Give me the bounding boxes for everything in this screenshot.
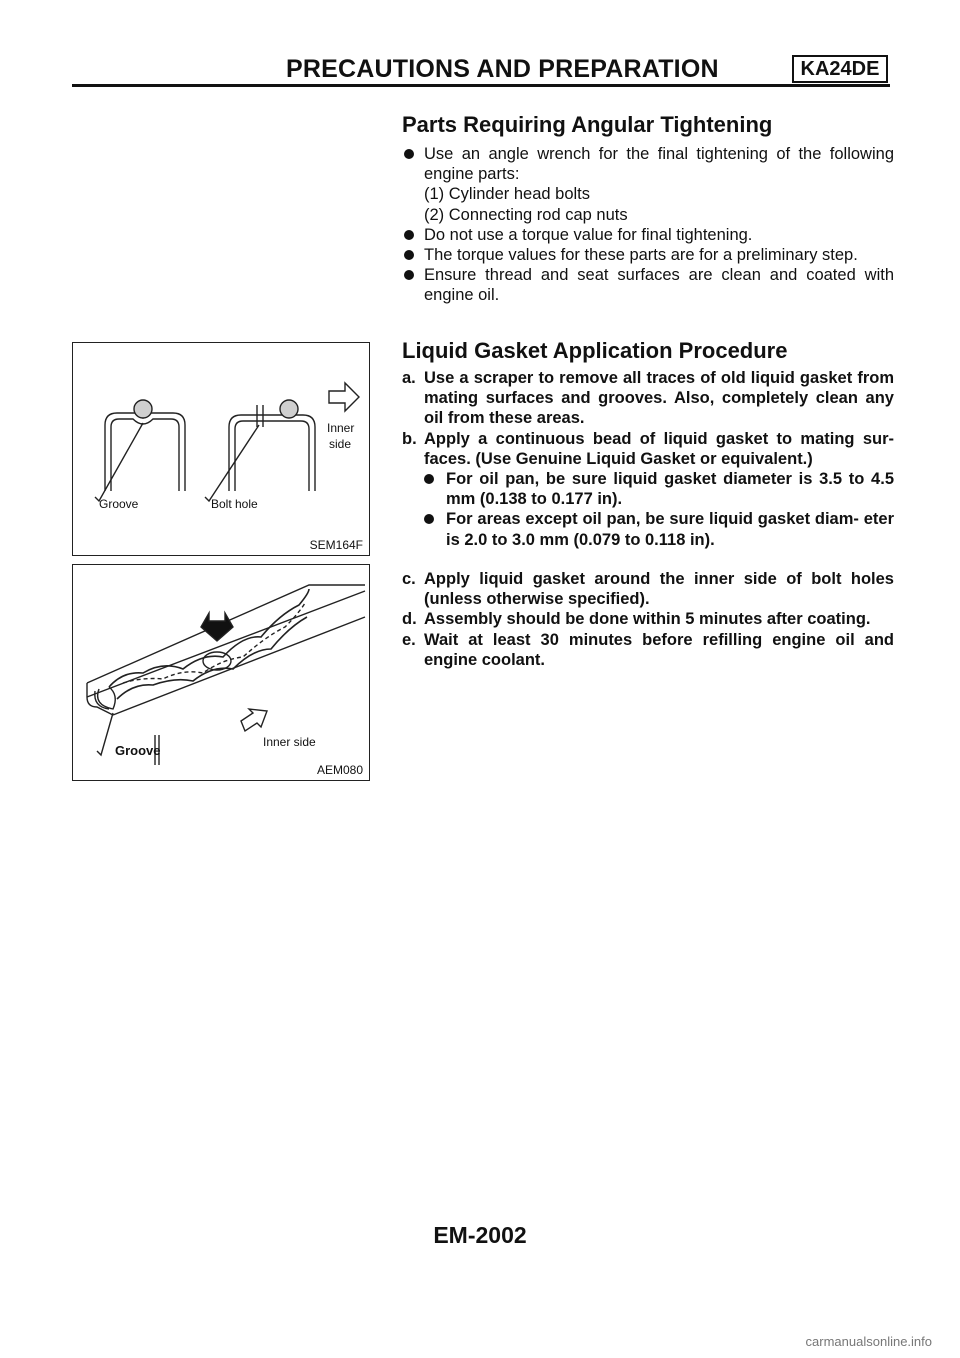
- angular-tightening-text: [402, 144, 894, 306]
- step-c: c. Apply liquid gasket around the inner side of bolt holes (unless otherwise specified).: [402, 570, 894, 609]
- label-groove: Groove: [99, 497, 139, 511]
- step-b: b. Apply a continuous bead of liquid gasket to mating sur- faces. (Use Genuine Liquid Gasket or equivalent.): [402, 429, 894, 468]
- section-heading-liquid-gasket: Liquid Gasket Application Procedure: [402, 338, 788, 363]
- label-bolt-hole: Bolt hole: [211, 497, 258, 511]
- header-rule: [72, 84, 890, 87]
- label-inner: Inner: [327, 421, 355, 435]
- liquid-gasket-steps-ce: [402, 569, 894, 670]
- label-groove: Groove: [115, 743, 161, 758]
- watermark: carmanualsonline.info: [805, 1334, 932, 1349]
- page-number: EM-2002: [433, 1222, 527, 1248]
- step-d: d. Assembly should be done within 5 minutes after coating.: [402, 610, 871, 629]
- bullet-item: The torque values for these parts are for a preliminary step.: [402, 245, 894, 265]
- list-item: (1) Cylinder head bolts: [424, 185, 590, 204]
- sub-bullet-other-areas: For areas except oil pan, be sure liquid gasket diam- eter is 2.0 to 3.0 mm (0.079 to 0.118 in).: [402, 509, 894, 549]
- figure-gasket-bead: [72, 564, 370, 781]
- bullet-item: Do not use a torque value for final tightening.: [402, 225, 894, 245]
- figure-groove-bolt-hole: [72, 342, 370, 556]
- step-a: a. Use a scraper to remove all traces of old liquid gasket from mating surfaces and grooves. Also, completely clean any oil from these areas.: [402, 369, 894, 428]
- figure-code: SEM164F: [309, 538, 363, 552]
- liquid-gasket-steps-ab: [402, 368, 894, 550]
- list-item: (2) Connecting rod cap nuts: [424, 205, 628, 224]
- figure-code: AEM080: [316, 763, 363, 777]
- section-heading-angular-tightening: Parts Requiring Angular Tightening: [402, 112, 773, 137]
- sub-bullet-oil-pan: For oil pan, be sure liquid gasket diameter is 3.5 to 4.5 mm (0.138 to 0.177 in).: [402, 469, 894, 509]
- label-inner-side: Inner side: [263, 735, 316, 749]
- bullet-item: Ensure thread and seat surfaces are clean and coated with engine oil.: [402, 265, 894, 305]
- header-title: PRECAUTIONS AND PREPARATION: [286, 55, 719, 83]
- bullet-item: Use an angle wrench for the final tightening of the following engine parts:: [402, 144, 894, 184]
- engine-code-badge: KA24DE: [792, 55, 888, 83]
- step-e: e. Wait at least 30 minutes before refilling engine oil and engine coolant.: [402, 630, 894, 669]
- label-side: side: [329, 437, 352, 451]
- gasket-cross-section-illustration: [73, 343, 369, 555]
